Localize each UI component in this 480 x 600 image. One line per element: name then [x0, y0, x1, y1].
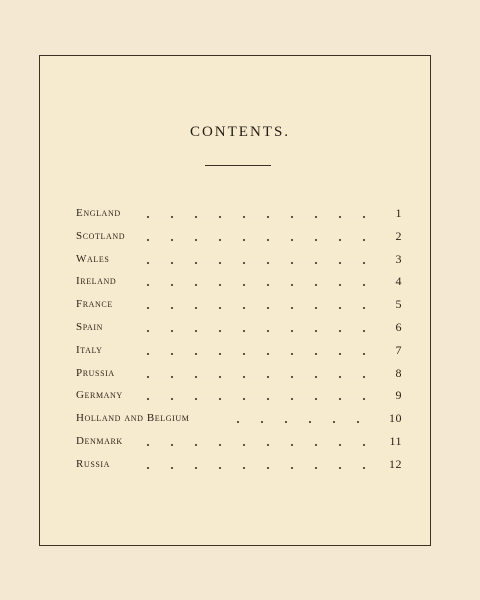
toc-entry[interactable] [76, 430, 404, 453]
toc-entry-page: 11 [389, 433, 402, 448]
dot-leader [136, 398, 376, 400]
toc-entry-page: 6 [395, 319, 402, 334]
toc-entry-page: 3 [395, 251, 402, 266]
toc-entry[interactable] [76, 362, 404, 385]
toc-entry-page: 4 [395, 274, 402, 289]
toc-entry-title: Holland and Belgium [76, 412, 190, 425]
toc-entry-title: Spain [76, 320, 104, 333]
toc-entry-title: Scotland [76, 229, 126, 242]
toc-entry-title: Italy [76, 343, 103, 356]
dot-leader [136, 376, 376, 378]
toc-entry-page: 12 [389, 456, 402, 471]
dot-leader [136, 262, 376, 264]
toc-entry[interactable] [76, 225, 404, 248]
toc-entry-page: 2 [395, 228, 402, 243]
dot-leader [136, 307, 376, 309]
toc-entry-page: 5 [395, 297, 402, 312]
toc-entry[interactable] [76, 339, 404, 362]
toc-entry-page: 8 [395, 365, 402, 380]
toc-entry[interactable] [76, 407, 404, 430]
toc-entry[interactable] [76, 270, 404, 293]
toc-entry-title: Germany [76, 389, 123, 402]
toc-entry-page: 9 [395, 388, 402, 403]
toc-entry-page: 7 [395, 342, 402, 357]
dot-leader [136, 353, 376, 355]
toc-entry[interactable] [76, 316, 404, 339]
toc-entry[interactable] [76, 384, 404, 407]
toc-entry-title: Denmark [76, 434, 123, 447]
toc-entry[interactable] [76, 453, 404, 476]
dot-leader [136, 239, 376, 241]
toc-entry-title: Prussia [76, 366, 115, 379]
dot-leader [226, 421, 376, 423]
toc-entry-title: France [76, 298, 113, 311]
dot-leader [136, 216, 376, 218]
toc-entry-page: 1 [395, 206, 402, 220]
toc-entry-title: Wales [76, 252, 110, 265]
toc-entry-title: Ireland [76, 275, 117, 288]
toc-entry[interactable] [76, 248, 404, 271]
toc-entry-title: Russia [76, 457, 111, 470]
dot-leader [136, 467, 376, 469]
dot-leader [136, 444, 376, 446]
title-rule [205, 165, 271, 166]
page-title: CONTENTS. [189, 124, 291, 140]
toc-entry[interactable] [76, 293, 404, 316]
toc-entry-title: England [76, 207, 121, 219]
toc-entry[interactable] [76, 202, 404, 225]
table-of-contents [76, 202, 404, 476]
dot-leader [136, 284, 376, 286]
dot-leader [136, 330, 376, 332]
toc-entry-page: 10 [389, 411, 402, 426]
